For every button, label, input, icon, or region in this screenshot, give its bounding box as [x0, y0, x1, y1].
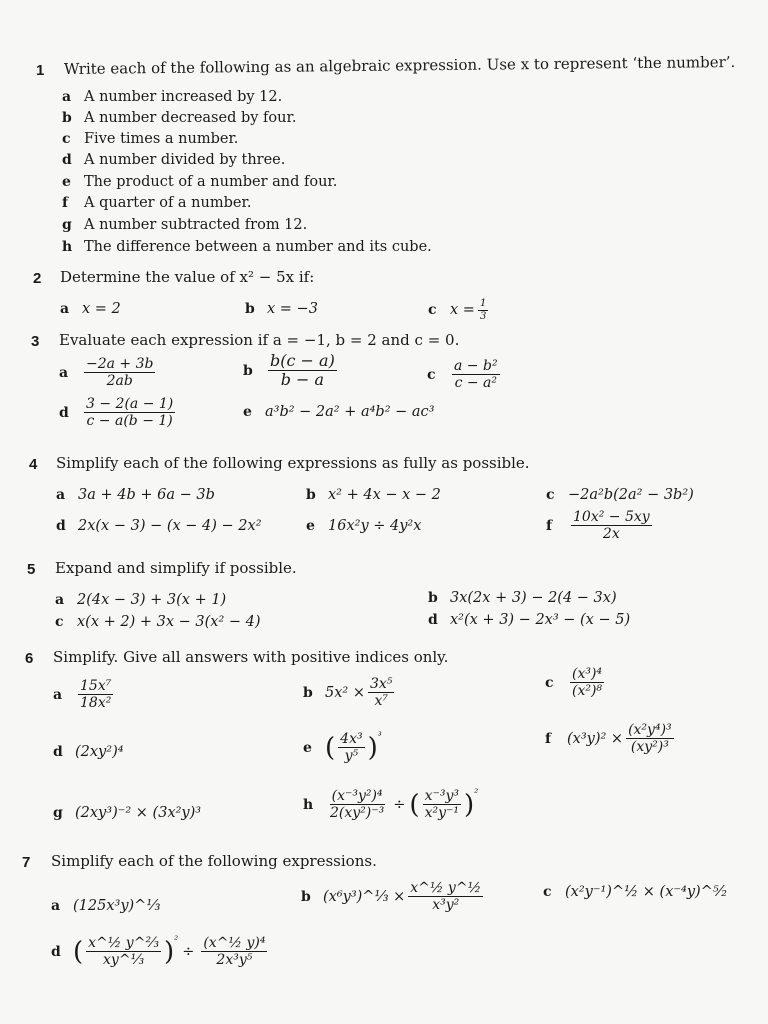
item-5d: d x²(x + 3) − 2x³ − (x − 5) — [428, 612, 631, 628]
item-4b: b x² + 4x − x − 2 — [306, 487, 441, 503]
item-6a: a $\frac{\text{15x⁷}}{\text{18x²}}$ — [53, 678, 112, 712]
item-6g: g (2xy³)⁻² × (3x²y)³ — [53, 805, 202, 821]
item-6f: f (x³y)² × $\frac{\text{(x²y⁴)³}}{\text{(xy²)³}}$ — [545, 722, 672, 756]
item-4a: a 3a + 4b + 6a − 3b — [56, 487, 215, 503]
item-4d: d 2x(x − 3) − (x − 4) − 2x² — [56, 518, 262, 534]
question-number: 3 — [31, 333, 40, 350]
question-text: Expand and simplify if possible. — [55, 559, 297, 577]
item-4c: c −2a²b(2a² − 3b²) — [546, 487, 694, 503]
item-3d: d $\frac{3 - 2(a - 1)}{c - a(b - 1)}$ — [59, 396, 174, 430]
item-3c: c $\frac{\text{a − b²}}{\text{c − a²}}$ — [427, 358, 498, 392]
question-text: Write each of the following as an algebraic expression. Use x to represent ‘the number’. — [63, 52, 736, 78]
item-7b: b (x⁶y³)^⅓ × $\frac{\text{x\textasciicircum{}½ y\textasciicircum{}½}}{\text{x³y²}}$ — [301, 880, 482, 914]
question-number: 6 — [25, 650, 34, 667]
question-text: Simplify each of the following expressions. — [51, 852, 377, 870]
item-6b: b 5x² × $\frac{\text{3x⁵}}{\text{x⁷}}$ — [303, 676, 393, 710]
item-7d: d ( $\frac{\text{x\textasciicircum{}½ y\textasciicircum{}⅔}}{\text{xy\textasciicircum{}⅓}}$ ) $^{^2}$ ÷ $\frac{\text{(x\textasciicircum{}½ y)⁴}}{\text{2x³y⁵}}$ — [51, 935, 266, 969]
item-1a: a A number increased by 12. — [62, 89, 283, 105]
question-number: 1 — [36, 62, 45, 79]
question-text: Simplify each of the following expressions as fully as possible. — [56, 454, 530, 472]
item-3e: e a³b² − 2a² + a⁴b² − ac³ — [243, 404, 435, 420]
item-5b: b 3x(2x + 3) − 2(4 − 3x) — [428, 590, 617, 606]
item-1h: h The difference between a number and its cube. — [62, 239, 432, 255]
item-5a: a 2(4x − 3) + 3(x + 1) — [55, 592, 227, 608]
item-5c: c x(x + 2) + 3x − 3(x² − 4) — [55, 614, 261, 630]
item-1f: f A quarter of a number. — [62, 195, 252, 211]
question-number: 5 — [27, 561, 36, 578]
question-number: 4 — [29, 456, 38, 473]
question-text: Determine the value of x² − 5x if: — [60, 268, 315, 286]
item-6e: e ( $\frac{\text{4x³}}{\text{y⁵}}$ ) $^{^3}$ — [303, 731, 382, 765]
item-7a: a (125x³y)^⅓ — [51, 898, 161, 914]
item-6c: c $\frac{\text{(x³)⁴}}{\text{(x²)⁸}}$ — [545, 666, 603, 700]
question-text: Simplify. Give all answers with positive indices only. — [53, 648, 449, 666]
item-1g: g A number subtracted from 12. — [62, 217, 308, 233]
item-6d: d (2xy²)⁴ — [53, 744, 124, 760]
item-2c: c x = $\frac{1}{3}$ — [428, 298, 487, 322]
item-1c: c Five times a number. — [62, 131, 239, 147]
item-4f: f $\frac{\text{10x² − 5xy}}{2x}$ — [546, 509, 650, 543]
item-2b: b x = −3 — [245, 301, 318, 317]
item-7c: c (x²y⁻¹)^½ × (x⁻⁴y)^⁵⁄₂ — [543, 884, 727, 900]
item-1d: d A number divided by three. — [62, 152, 286, 168]
question-number: 7 — [22, 854, 31, 871]
item-1b: b A number decreased by four. — [62, 110, 297, 126]
question-number: 2 — [33, 270, 42, 287]
item-4e: e 16x²y ÷ 4y²x — [306, 518, 422, 534]
question-text: Evaluate each expression if a = −1, b = 2 and c = 0. — [59, 331, 460, 349]
item-6h: h $\frac{\text{(x⁻³y²)⁴}}{\text{2(xy²)⁻³}}$ ÷ ( $\frac{\text{x⁻³y³}}{\text{x²y⁻¹}}$ ) $^{^2}$ — [303, 788, 479, 822]
item-3b: b $\frac{b(c - a)}{b - a}$ — [243, 351, 335, 390]
item-1e: e The product of a number and four. — [62, 174, 338, 190]
item-2a: a x = 2 — [60, 301, 121, 317]
item-3a: a $\frac{-2a + 3b}{2ab}$ — [59, 356, 154, 390]
